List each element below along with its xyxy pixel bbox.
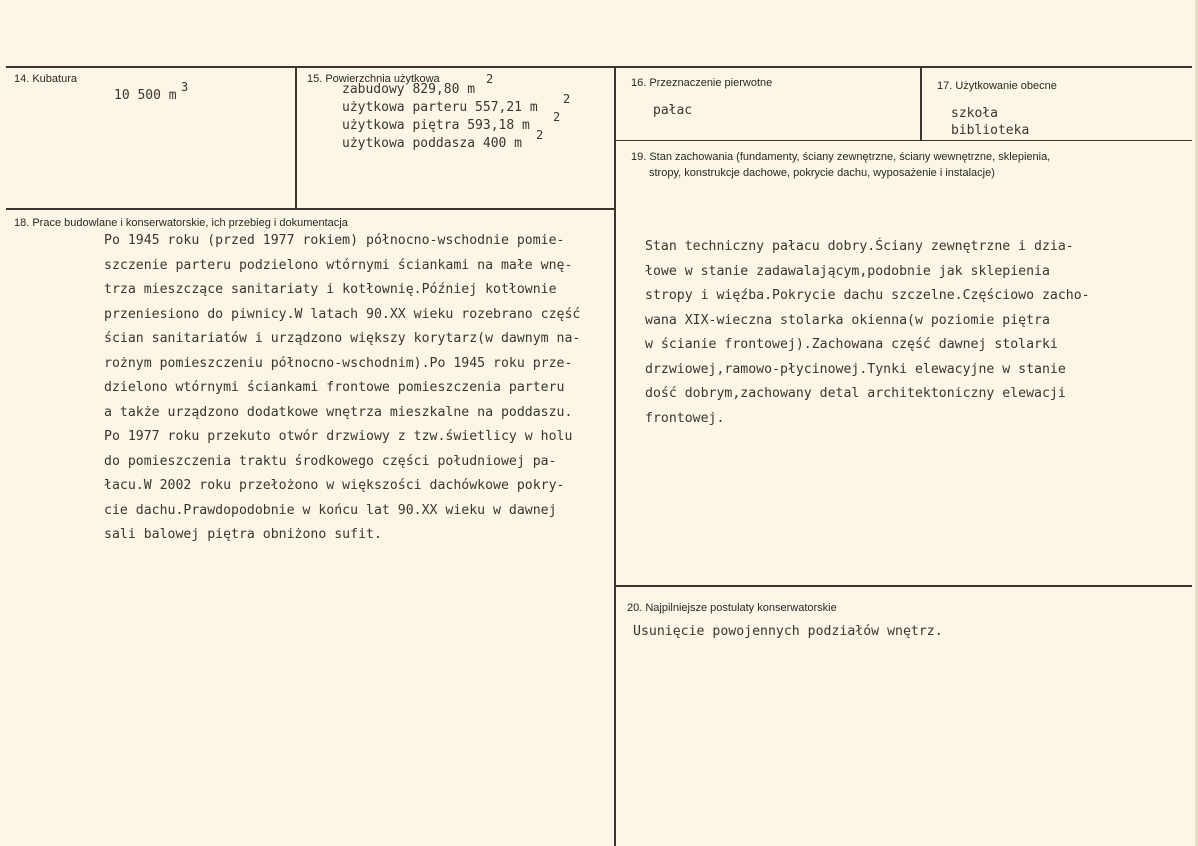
paragraph-line: przeniesiono do piwnicy.W latach 90.XX wieku rozebrano część <box>104 306 581 322</box>
postulaty-konserwatorskie-label: 20. Najpilniejsze postulaty konserwatorskie <box>627 602 837 614</box>
paragraph-line: a także urządzono dodatkowe wnętrza mieszkalne na poddaszu. <box>104 404 573 420</box>
paragraph-line: Stan techniczny pałacu dobry.Ściany zewnętrzne i dzia- <box>645 239 1074 254</box>
powierzchnia-poddasza: użytkowa poddasza 400 m <box>342 136 523 151</box>
prace-budowlane-text <box>104 229 580 548</box>
divider-above-20 <box>614 585 1192 587</box>
stan-zachowania-label-line-2: stropy, konstrukcje dachowe, pokrycie dachu, wyposażenie i instalacje) <box>649 167 995 179</box>
kubatura-label: 14. Kubatura <box>14 73 77 85</box>
paragraph-line: łowe w stanie zadawalającym,podobnie jak sklepienia <box>645 263 1050 279</box>
paragraph-line: ścian sanitariatów i urządzono większy korytarz(w dawnym na- <box>104 331 581 346</box>
divider-14-15 <box>295 66 297 208</box>
powierzchnia-parteru-exponent: 2 <box>563 92 571 106</box>
paragraph-line: szczenie parteru podzielono wtórnymi ściankami na małe wnę- <box>104 257 573 273</box>
paragraph-line: stropy i więźba.Pokrycie dachu szczelne.Częściowo zacho- <box>645 288 1090 303</box>
paragraph-line: cie dachu.Prawdopodobnie w końcu lat 90.XX wieku w dawnej <box>104 502 557 518</box>
powierzchnia-zabudowy: zabudowy 829,80 m <box>342 82 476 97</box>
stan-zachowania-text <box>645 235 1090 431</box>
paragraph-line: do pomieszczenia traktu środkowego części południowej pa- <box>104 453 557 469</box>
postulaty-konserwatorskie-value: Usunięcie powojennych podziałów wnętrz. <box>633 624 943 639</box>
paragraph-line: wana XIX-wieczna stolarka okienna(w poziomie piętra <box>645 312 1050 328</box>
paragraph-line: sali balowej piętra obniżono sufit. <box>104 527 382 542</box>
divider-15-16 <box>614 66 616 846</box>
powierzchnia-poddasza-exponent: 2 <box>536 128 544 142</box>
paragraph-line: Po 1977 roku przekuto otwór drzwiowy z tzw.świetlicy w holu <box>104 429 573 444</box>
uzytkowanie-obecne-value-1: szkoła <box>951 106 998 121</box>
uzytkowanie-obecne-label: 17. Użytkowanie obecne <box>937 80 1057 92</box>
paragraph-line: łacu.W 2002 roku przełożono w większości dachówkowe pokry- <box>104 478 565 493</box>
divider-under-16-17 <box>614 140 1192 141</box>
stan-zachowania-label-line-1: 19. Stan zachowania (fundamenty, ściany zewnętrzne, ściany wewnętrzne, sklepienia, <box>631 151 1051 163</box>
paragraph-line: rożnym pomieszczeniu północno-wschodnim).Po 1945 roku prze- <box>104 355 573 371</box>
kubatura-unit-exponent: 3 <box>181 80 189 94</box>
prace-budowlane-label: 18. Prace budowlane i konserwatorskie, ich przebieg i dokumentacja <box>14 217 348 229</box>
powierzchnia-label: 15. Powierzchnia użytkowa <box>307 73 440 85</box>
kubatura-value: 10 500 m <box>114 88 177 103</box>
paragraph-line: drzwiowej,ramowo-płycinowej.Tynki elewacyjne w stanie <box>645 361 1066 377</box>
paragraph-line: dość dobrym,zachowany detal architektoniczny elewacji <box>645 386 1066 401</box>
paragraph-line: trza mieszczące sanitariaty i kotłownię.Później kotłownie <box>104 282 557 297</box>
paragraph-line: Po 1945 roku (przed 1977 rokiem) północno-wschodnie pomie- <box>104 233 565 248</box>
top-border <box>6 66 1192 68</box>
powierzchnia-parteru: użytkowa parteru 557,21 m <box>342 100 538 115</box>
powierzchnia-zabudowy-exponent: 2 <box>486 72 494 86</box>
przeznaczenie-pierwotne-value: pałac <box>653 103 693 118</box>
divider-above-18 <box>6 208 616 210</box>
paragraph-line: dzielono wtórnymi ściankami frontowe pomieszczenia parteru <box>104 380 565 395</box>
uzytkowanie-obecne-value-2: biblioteka <box>951 123 1030 138</box>
powierzchnia-pietra-exponent: 2 <box>553 110 561 124</box>
powierzchnia-pietra: użytkowa piętra 593,18 m <box>342 118 530 133</box>
przeznaczenie-pierwotne-label: 16. Przeznaczenie pierwotne <box>631 77 773 89</box>
paragraph-line: frontowej. <box>645 410 725 426</box>
paragraph-line: w ścianie frontowej).Zachowana część dawnej stolarki <box>645 337 1058 352</box>
divider-16-17 <box>920 68 922 140</box>
